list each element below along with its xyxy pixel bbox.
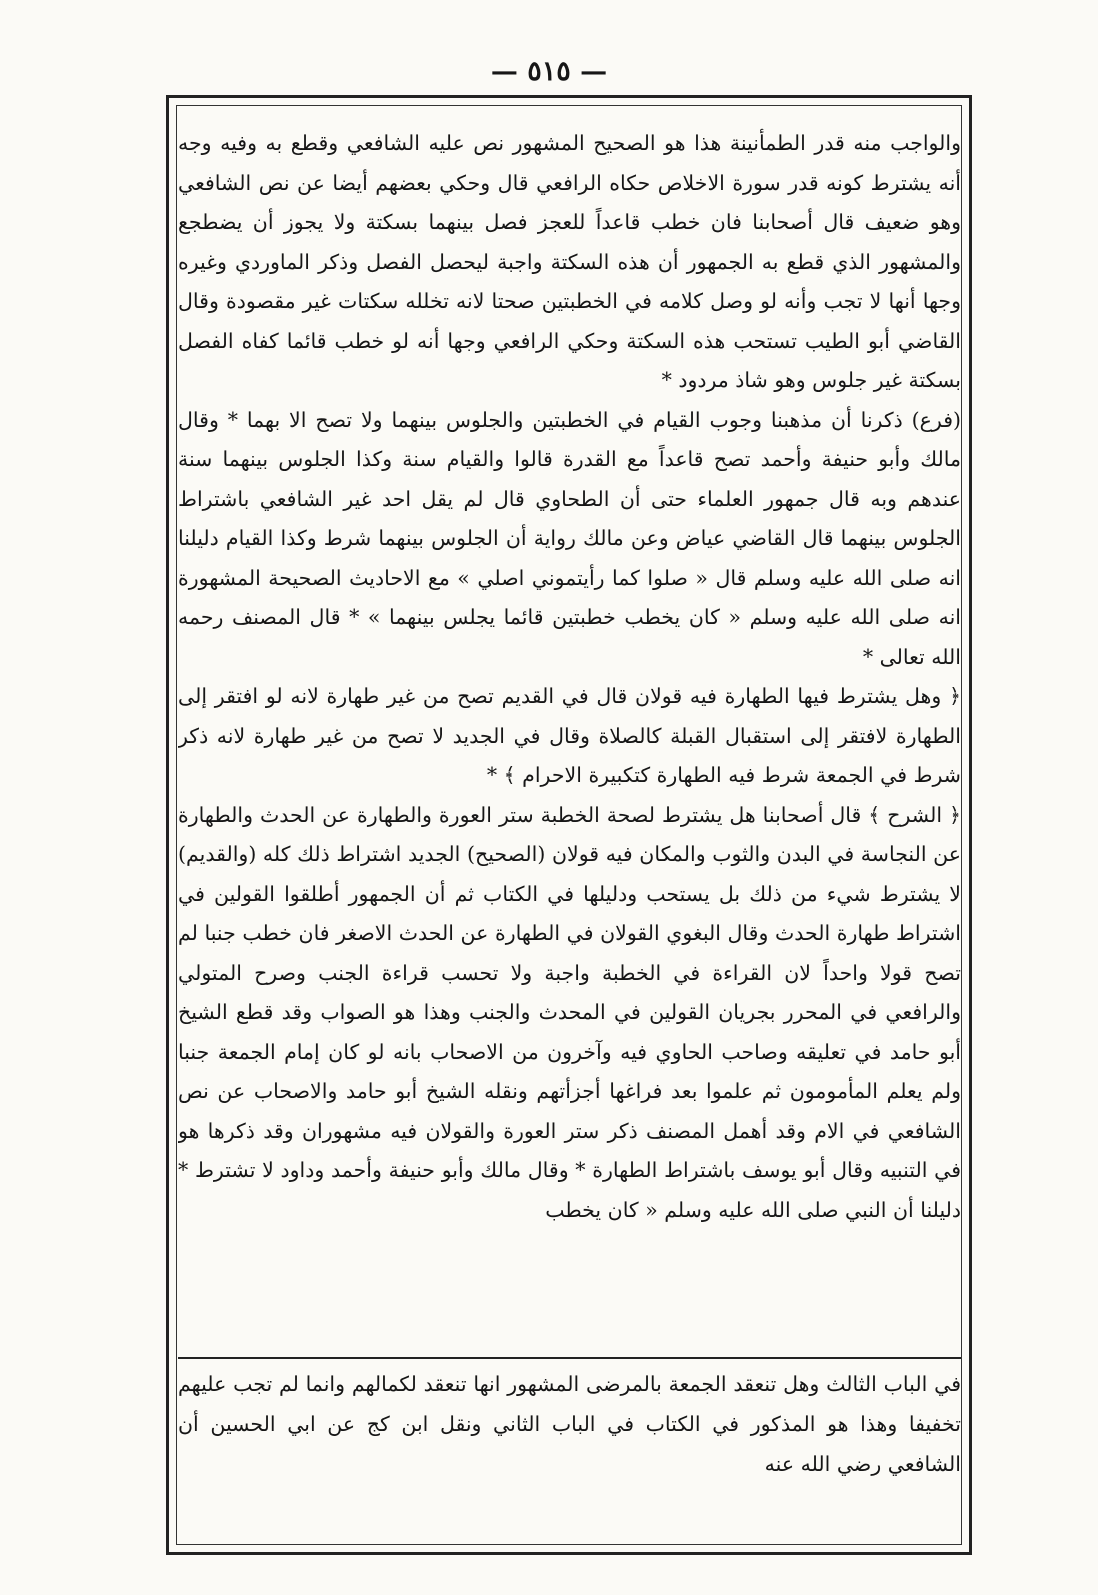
paragraph-sharh: ﴿ الشرح ﴾ قال أصحابنا هل يشترط لصحة الخطبة ستر العورة والطهارة عن الحدث والطهارة عن النجاسة في البدن والثوب والمكان فيه قولان (الصحيح) الجديد اشتراط ذلك كله (والقديم) لا يشترط شيء من ذلك بل يستحب ودليلها في الكتاب ثم أن الجمهور أطلقوا القولين في اشتراط طهارة الحدث وقال البغوي القولان في الطهارة عن الحدث الاصغر فان خطب جنبا لم تصح قولا واحداً لان القراءة في الخطبة واجبة ولا تحسب قراءة الجنب وصرح المتولي والرافعي في المحرر بجريان القولين في المحدث والجنب وهذا هو الصواب وقد قطع الشيخ أبو حامد في تعليقه وصاحب الحاوي فيه وآخرون من الاصحاب بانه لو كان إمام الجمعة جنبا ولم يعلم المأمومون ثم علموا بعد فراغها أجزأتهم ونقله الشيخ أبو حامد والاصحاب عن نص الشافعي في الام وقد أهمل المصنف ذكر ستر العورة والقولان فيه مشهوران وقد ذكرها هو في التنبيه وقال أبو يوسف باشتراط الطهارة * وقال مالك وأبو حنيفة وأحمد وداود لا تشترط * دليلنا أن النبي صلى الله عليه وسلم « كان يخطب [178,802,961,1222]
page-number: — ٥١٥ — [490,56,608,87]
paragraph-fara: (فرع) ذكرنا أن مذهبنا وجوب القيام في الخطبتين والجلوس بينهما ولا تصح الا بهما * وقال مالك وأبو حنيفة وأحمد تصح قاعداً مع القدرة قالوا والقيام سنة وكذا الجلوس بينهما سنة عندهم وبه قال جمهور العلماء حتى أن الطحاوي قال لم يقل احد غير الشافعي باشتراط الجلوس بينهما قال القاضي عياض وعن مالك رواية أن الجلوس بينهما شرط وكذا القيام دليلنا انه صلى الله عليه وسلم قال « صلوا كما رأيتموني اصلي » مع الاحاديث الصحيحة المشهورة انه صلى الله عليه وسلم « كان يخطب خطبتين قائما يجلس بينهما » * قال المصنف رحمه الله تعالى * [178,407,961,669]
paragraph-opening: والواجب منه قدر الطمأنينة هذا هو الصحيح المشهور نص عليه الشافعي وقطع به وفيه وجه أنه يشترط كونه قدر سورة الاخلاص حكاه الرافعي قال وحكي بعضهم أيضا عن نص الشافعي وهو ضعيف قال أصحابنا فان خطب قاعداً للعجز فصل بينهما بسكتة ولا يجوز أن يضطجع والمشهور الذي قطع به الجمهور أن هذه السكتة واجبة ليحصل الفصل وذكر الماوردي وغيره وجها أنها لا تجب وأنه لو وصل كلامه في الخطبتين صحتا لانه تخلله سكتات غير مقصودة وقال القاضي أبو الطيب تستحب هذه السكتة وحكي الرافعي وجها أنه لو خطب قائما كفاه الفصل بسكتة غير جلوس وهو شاذ مردود * [178,131,961,392]
footnote-divider [178,1357,961,1359]
footnote [178,1364,961,1536]
main-text [178,124,961,1352]
footnote-text: في الباب الثالث وهل تنعقد الجمعة بالمرضى المشهور انها تنعقد لكمالهم وانما لم تجب عليهم تخفيفا وهذا هو المذكور في الكتاب في الباب الثاني ونقل ابن كج عن ابي الحسين أن الشافعي رضي الله عنه [178,1372,961,1476]
paragraph-matn: ﴿ وهل يشترط فيها الطهارة فيه قولان قال في القديم تصح من غير طهارة لانه لو افتقر إلى الطهارة لافتقر إلى استقبال القبلة كالصلاة وقال في الجديد لا تصح من غير طهارة لانه ذكر شرط في الجمعة شرط فيه الطهارة كتكبيرة الاحرام ﴾ * [178,684,961,787]
